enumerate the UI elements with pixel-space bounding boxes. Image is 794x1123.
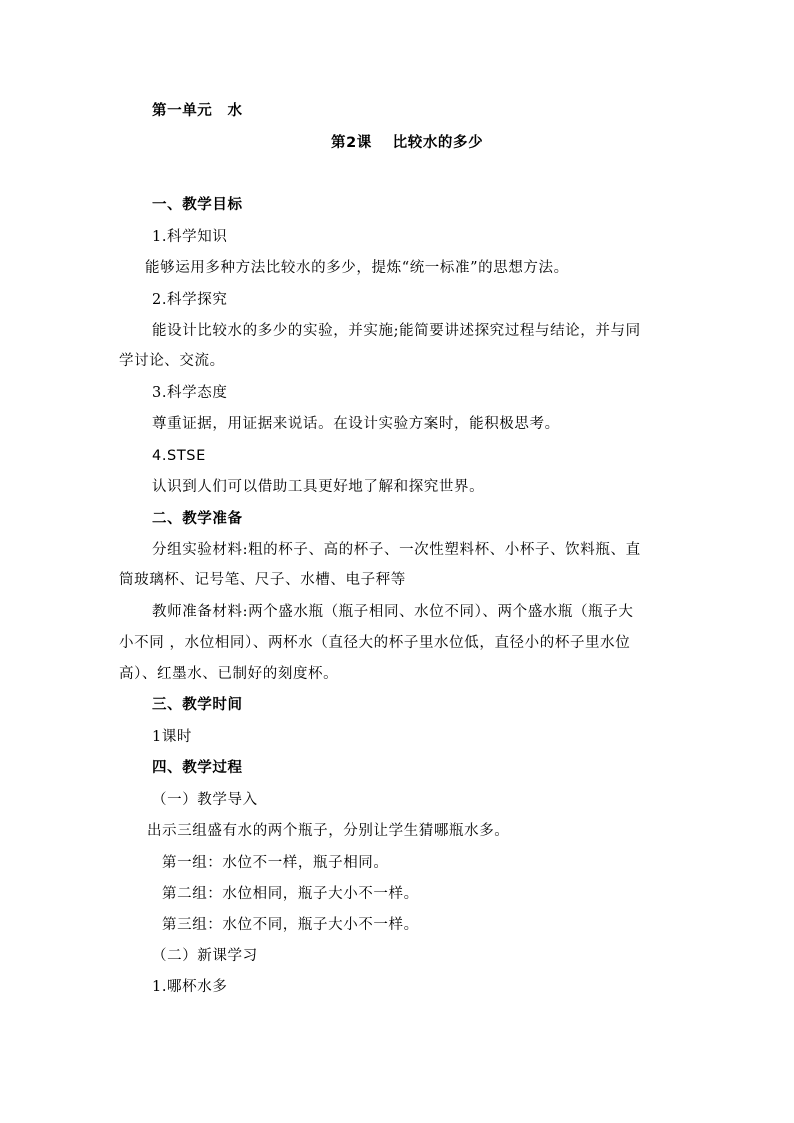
time-heading: 三、教学时间 <box>152 697 243 713</box>
intro-heading: （一）教学导入 <box>152 792 258 808</box>
teacher-materials-line3: 高）、红墨水、已制好的刻度杯。 <box>119 666 339 682</box>
knowledge-heading: 1.科学知识 <box>152 229 228 245</box>
stse-heading: 4.STSE <box>152 448 206 464</box>
time-text: 1课时 <box>152 729 193 745</box>
teacher-materials-line2: 小不同 ，水位相同）、两杯水（直径大的杯子里水位低，直径小的杯子里水位 <box>119 635 631 651</box>
objectives-heading: 一、教学目标 <box>152 197 243 213</box>
lesson-title: 第2课 比较水的多少 <box>331 135 484 151</box>
inquiry-text-line1: 能设计比较水的多少的实验，并实施;能简要讲述探究过程与结论，并与同 <box>152 323 641 339</box>
unit-title: 第一单元 水 <box>152 103 243 119</box>
stse-text: 认识到人们可以借助工具更好地了解和探究世界。 <box>152 479 485 495</box>
group3-text: 第三组：水位不同，瓶子大小不一样。 <box>162 917 419 933</box>
group-materials-line2: 筒玻璃杯、记号笔、尺子、水槽、电子秤等 <box>119 572 406 588</box>
new-lesson-heading: （二）新课学习 <box>152 948 258 964</box>
intro-text: 出示三组盛有水的两个瓶子，分别让学生猜哪瓶水多。 <box>147 823 510 839</box>
group-materials-line1: 分组实验材料:粗的杯子、高的杯子、一次性塑料杯、小杯子、饮料瓶、直 <box>152 542 641 558</box>
knowledge-text: 能够运用多种方法比较水的多少，提炼“统一标准”的思想方法。 <box>145 260 569 276</box>
attitude-heading: 3.科学态度 <box>152 385 228 401</box>
group1-text: 第一组：水位不一样，瓶子相同。 <box>162 855 389 871</box>
group2-text: 第二组：水位相同，瓶子大小不一样。 <box>162 886 419 902</box>
inquiry-heading: 2.科学探究 <box>152 292 228 308</box>
inquiry-text-line2: 学讨论、交流。 <box>119 353 225 369</box>
process-heading: 四、教学过程 <box>152 760 243 776</box>
attitude-text: 尊重证据，用证据来说话。在设计实验方案时，能积极思考。 <box>152 416 560 432</box>
item1-heading: 1.哪杯水多 <box>152 979 228 995</box>
teacher-materials-line1: 教师准备材料:两个盛水瓶（瓶子相同、水位不同）、两个盛水瓶（瓶子大 <box>152 604 634 620</box>
preparation-heading: 二、教学准备 <box>152 511 243 527</box>
